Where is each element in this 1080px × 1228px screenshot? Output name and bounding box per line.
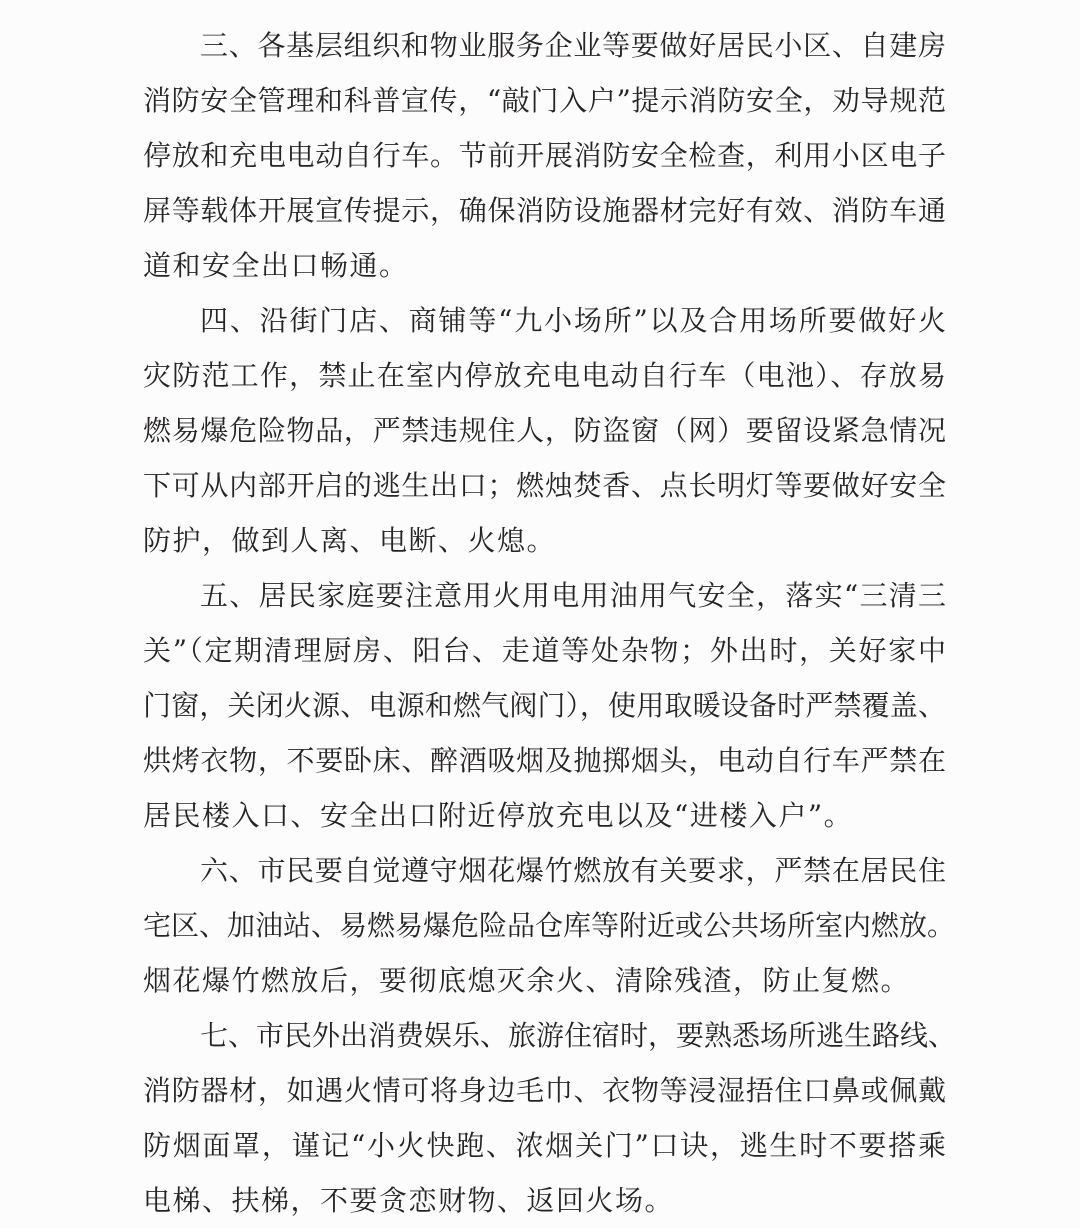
text-line: 四、沿街门店、商铺等“九小场所”以及合用场所要做好火 bbox=[200, 304, 946, 337]
text-line: 三、各基层组织和物业服务企业等要做好居民小区、自建房 bbox=[200, 29, 946, 62]
text-line: 消防器材，如遇火情可将身边毛巾、衣物等浸湿捂住口鼻或佩戴 bbox=[143, 1074, 946, 1107]
paragraph bbox=[143, 568, 946, 843]
text-line: 防护，做到人离、电断、火熄。 bbox=[143, 524, 557, 557]
text-line: 停放和充电电动自行车。节前开展消防安全检查，利用小区电子 bbox=[143, 139, 946, 172]
text-line: 灾防范工作，禁止在室内停放充电电动自行车（电池）、存放易 bbox=[143, 359, 946, 392]
text-line: 屏等载体开展宣传提示，确保消防设施器材完好有效、消防车通 bbox=[143, 194, 946, 227]
text-line: 消防安全管理和科普宣传，“敲门入户”提示消防安全，劝导规范 bbox=[143, 84, 946, 117]
document-page bbox=[143, 18, 957, 1228]
text-line: 关”（定期清理厨房、阳台、走道等处杂物；外出时，关好家中 bbox=[143, 634, 946, 667]
text-line: 居民楼入口、安全出口附近停放充电以及“进楼入户”。 bbox=[143, 799, 854, 832]
text-line: 道和安全出口畅通。 bbox=[143, 249, 409, 282]
text-line: 七、市民外出消费娱乐、旅游住宿时，要熟悉场所逃生路线、 bbox=[200, 1019, 957, 1052]
text-line: 宅区、加油站、易燃易爆危险品仓库等附近或公共场所室内燃放。 bbox=[143, 909, 956, 942]
text-line: 五、居民家庭要注意用火用电用油用气安全，落实“三清三 bbox=[200, 579, 946, 612]
paragraph bbox=[143, 843, 956, 1008]
text-line: 防烟面罩，谨记“小火快跑、浓烟关门”口诀，逃生时不要搭乘 bbox=[143, 1129, 946, 1162]
text-line: 燃易爆危险物品，严禁违规住人，防盗窗（网）要留设紧急情况 bbox=[143, 414, 946, 447]
text-line: 烟花爆竹燃放后，要彻底熄灭余火、清除残渣，防止复燃。 bbox=[143, 964, 911, 997]
paragraph bbox=[143, 18, 946, 293]
paragraph bbox=[143, 293, 946, 568]
text-line: 门窗，关闭火源、电源和燃气阀门），使用取暖设备时严禁覆盖、 bbox=[143, 689, 946, 722]
text-line: 烘烤衣物，不要卧床、醉酒吸烟及抛掷烟头，电动自行车严禁在 bbox=[143, 744, 946, 777]
paragraph bbox=[143, 1008, 957, 1228]
text-line: 电梯、扶梯，不要贪恋财物、返回火场。 bbox=[143, 1184, 675, 1217]
text-line: 六、市民要自觉遵守烟花爆竹燃放有关要求，严禁在居民住 bbox=[200, 854, 946, 887]
text-line: 下可从内部开启的逃生出口；燃烛焚香、点长明灯等要做好安全 bbox=[143, 469, 946, 502]
